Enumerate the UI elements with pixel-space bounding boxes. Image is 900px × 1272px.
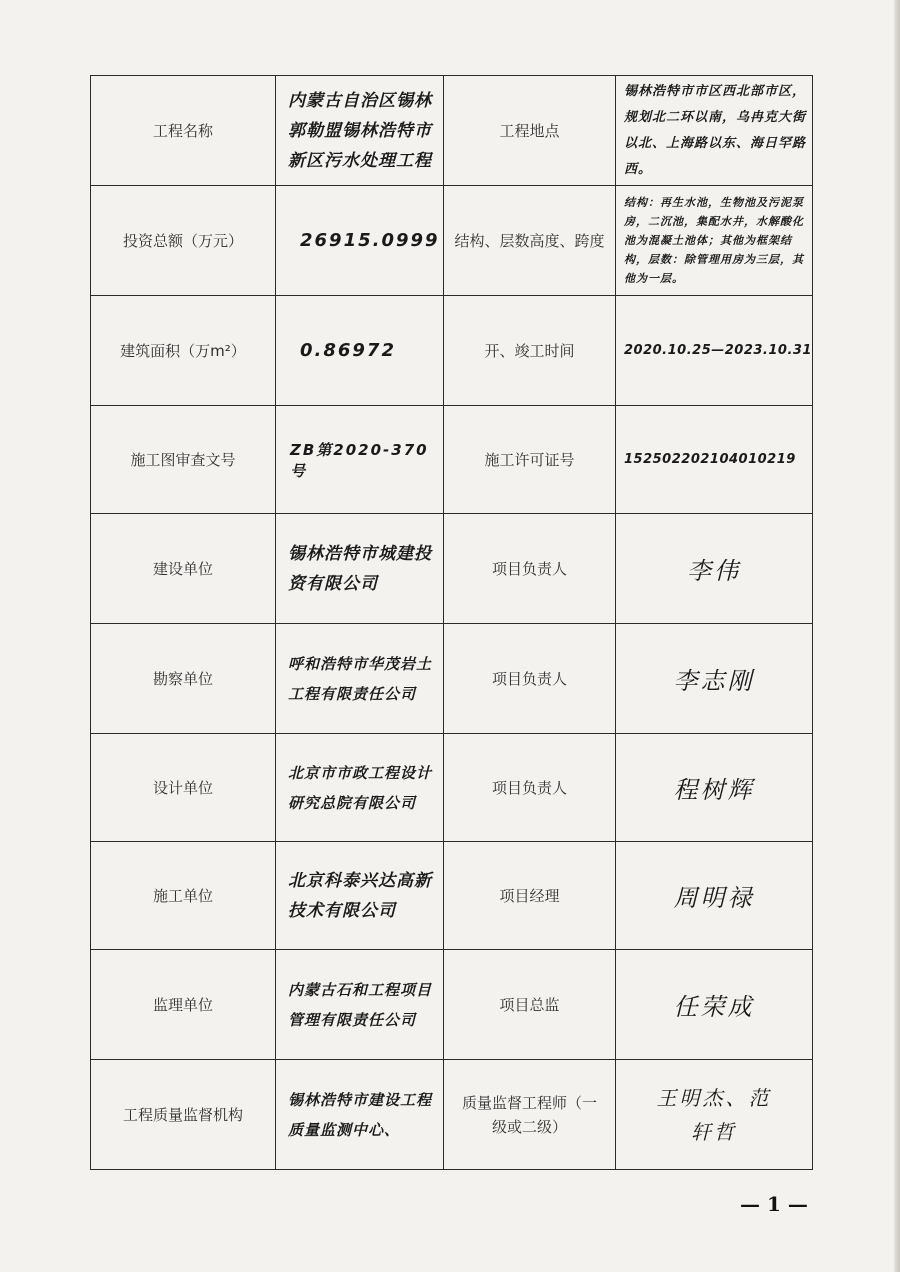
signature-design-manager: 程树辉	[616, 734, 813, 842]
value-project-name: 内蒙古自治区锡林郭勒盟锡林浩特市新区污水处理工程	[276, 76, 444, 186]
signature-developer-manager: 李伟	[616, 514, 813, 624]
label-design-manager: 项目负责人	[444, 734, 616, 842]
label-project-manager: 项目经理	[444, 842, 616, 950]
row-investment	[91, 186, 813, 296]
row-supervision	[91, 950, 813, 1060]
label-investment: 投资总额（万元）	[91, 186, 276, 296]
row-survey	[91, 624, 813, 734]
label-developer-manager: 项目负责人	[444, 514, 616, 624]
label-quality-engineer: 质量监督工程师（一级或二级）	[444, 1060, 616, 1170]
label-contractor: 施工单位	[91, 842, 276, 950]
signature-chief-supervisor: 任荣成	[616, 950, 813, 1060]
value-contractor: 北京科泰兴达高新技术有限公司	[276, 842, 444, 950]
value-developer: 锡林浩特市城建投资有限公司	[276, 514, 444, 624]
signature-survey-manager: 李志刚	[616, 624, 813, 734]
value-construction-period: 2020.10.25—2023.10.31	[616, 296, 813, 406]
label-project-name: 工程名称	[91, 76, 276, 186]
label-supervision: 监理单位	[91, 950, 276, 1060]
value-survey: 呼和浩特市华茂岩土工程有限责任公司	[276, 624, 444, 734]
row-design	[91, 734, 813, 842]
label-project-location: 工程地点	[444, 76, 616, 186]
label-survey: 勘察单位	[91, 624, 276, 734]
label-construction-permit: 施工许可证号	[444, 406, 616, 514]
label-construction-period: 开、竣工时间	[444, 296, 616, 406]
value-structure: 结构：再生水池，生物池及污泥泵房，二沉池，集配水井，水解酸化池为混凝土池体；其他为框架结构，层数：除管理用房为三层，其他为一层。	[616, 186, 813, 296]
row-contractor	[91, 842, 813, 950]
value-construction-permit: 152502202104010219	[616, 406, 813, 514]
row-building-area	[91, 296, 813, 406]
value-quality-supervision: 锡林浩特市建设工程质量监测中心、	[276, 1060, 444, 1170]
value-investment: 26915.0999	[276, 186, 444, 296]
label-structure: 结构、层数高度、跨度	[444, 186, 616, 296]
row-drawing-review	[91, 406, 813, 514]
project-info-table	[90, 75, 813, 1170]
row-developer	[91, 514, 813, 624]
label-building-area: 建筑面积（万m²）	[91, 296, 276, 406]
label-quality-supervision: 工程质量监督机构	[91, 1060, 276, 1170]
value-supervision: 内蒙古石和工程项目管理有限责任公司	[276, 950, 444, 1060]
label-chief-supervisor: 项目总监	[444, 950, 616, 1060]
label-survey-manager: 项目负责人	[444, 624, 616, 734]
page-number: — 1 —	[740, 1192, 808, 1216]
page-edge	[894, 0, 900, 1272]
label-developer: 建设单位	[91, 514, 276, 624]
signature-quality-engineer: 王明杰、范轩哲	[616, 1060, 813, 1170]
value-drawing-review: ZB第2020-370号	[276, 406, 444, 514]
row-project-name	[91, 76, 813, 186]
label-design: 设计单位	[91, 734, 276, 842]
value-design: 北京市市政工程设计研究总院有限公司	[276, 734, 444, 842]
signature-project-manager: 周明禄	[616, 842, 813, 950]
value-project-location: 锡林浩特市市区西北部市区，规划北二环以南，乌冉克大街以北、上海路以东、海日罕路西。	[616, 76, 813, 186]
value-building-area: 0.86972	[276, 296, 444, 406]
row-quality-supervision	[91, 1060, 813, 1170]
label-drawing-review: 施工图审查文号	[91, 406, 276, 514]
